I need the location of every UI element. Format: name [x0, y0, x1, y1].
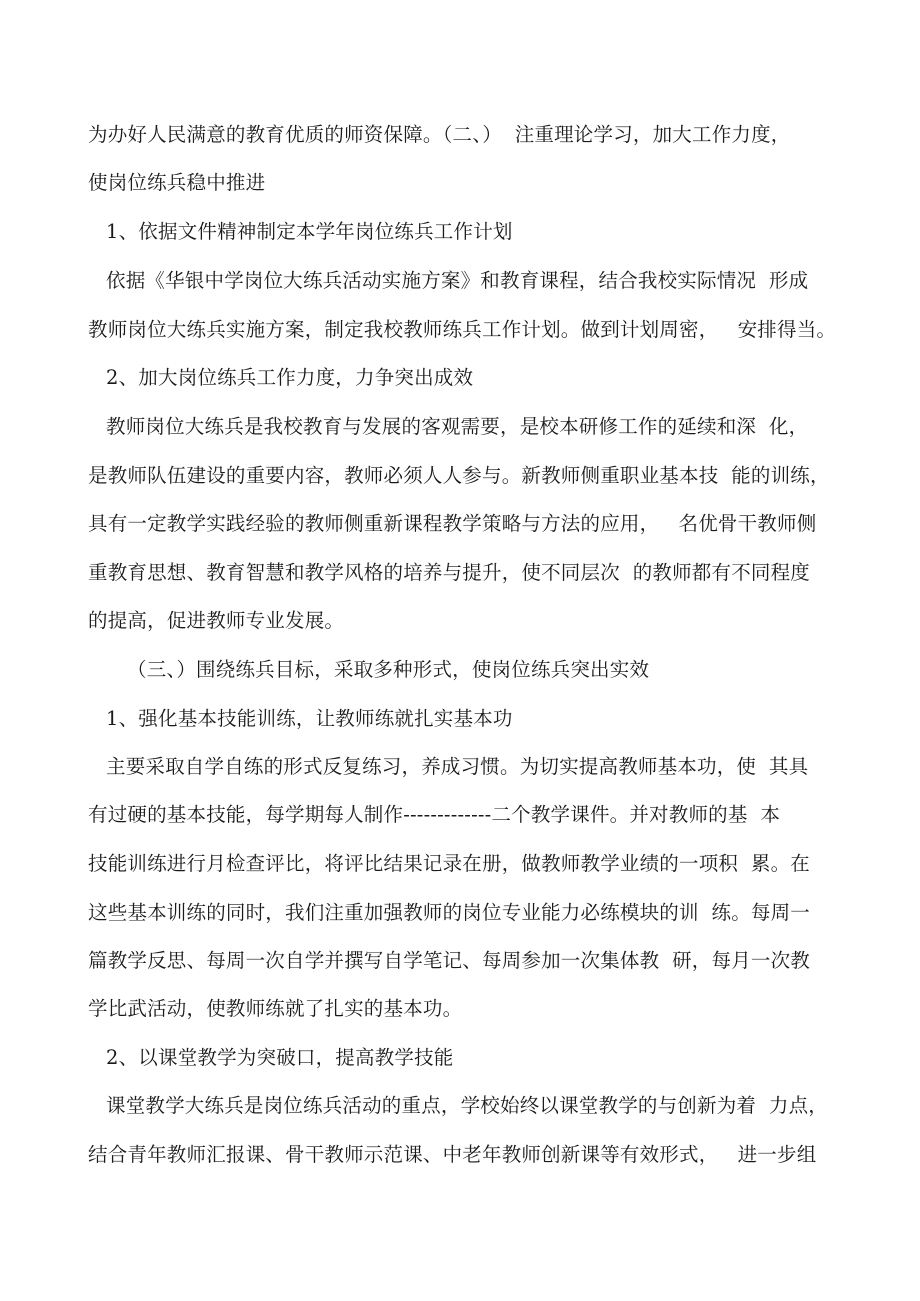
text-line: 技能训练进行月检查评比，将评比结果记录在册，做教师教学业绩的一项积 累。在 [88, 852, 810, 875]
section-heading: 1、依据文件精神制定本学年岗位练兵工作计划 [106, 220, 513, 243]
text-line: 有过硬的基本技能，每学期每人制作-------------二个教学课件。并对教师的基 本 [88, 803, 781, 826]
section-heading: 2、以课堂教学为突破口，提高教学技能 [106, 1046, 454, 1069]
text-line: 这些基本训练的同时，我们注重加强教师的岗位专业能力必练模块的训 练。每周一 [88, 901, 810, 924]
text-line: 课堂教学大练兵是岗位练兵活动的重点，学校始终以课堂教学的与创新为着 力点， [106, 1094, 828, 1117]
text-line: 重教育思想、教育智慧和教学风格的培养与提升，使不同层次 的教师都有不同程度 [88, 561, 810, 584]
section-heading: 1、强化基本技能训练，让教师练就扎实基本功 [106, 707, 513, 730]
text-line: 具有一定教学实践经验的教师侧重新课程教学策略与方法的应用， 名优骨干教师侧 [88, 512, 817, 535]
text-line: 依据《华银中学岗位大练兵活动实施方案》和教育课程，结合我校实际情况 形成 [106, 269, 809, 292]
text-line: 是教师队伍建设的重要内容，教师必须人人参与。新教师侧重职业基本技 能的训练， [88, 464, 830, 487]
text-line: 学比武活动，使教师练就了扎实的基本功。 [88, 997, 463, 1020]
text-line: 篇教学反思、每周一次自学并撰写自学笔记、每周参加一次集体教 研，每月一次教 [88, 949, 810, 972]
text-line: 结合青年教师汇报课、骨干教师示范课、中老年教师创新课等有效形式， 进一步组 [88, 1143, 817, 1166]
text-line: 使岗位练兵稳中推进 [88, 171, 266, 194]
text-line: 教师岗位大练兵实施方案，制定我校教师练兵工作计划。做到计划周密， 安排得当。 [88, 318, 837, 341]
text-line: 的提高，促进教师专业发展。 [88, 609, 345, 632]
section-heading: （三、）围绕练兵目标，采取多种形式，使岗位练兵突出实效 [127, 658, 650, 681]
section-heading: 2、加大岗位练兵工作力度，力争突出成效 [106, 366, 474, 389]
text-line: 教师岗位大练兵是我校教育与发展的客观需要，是校本研修工作的延续和深 化， [106, 415, 809, 438]
text-line: 主要采取自学自练的形式反复练习，养成习惯。为切实提高教师基本功，使 其具 [106, 755, 809, 778]
text-line: 为办好人民满意的教育优质的师资保障。（二、） 注重理论学习，加大工作力度， [88, 123, 791, 146]
